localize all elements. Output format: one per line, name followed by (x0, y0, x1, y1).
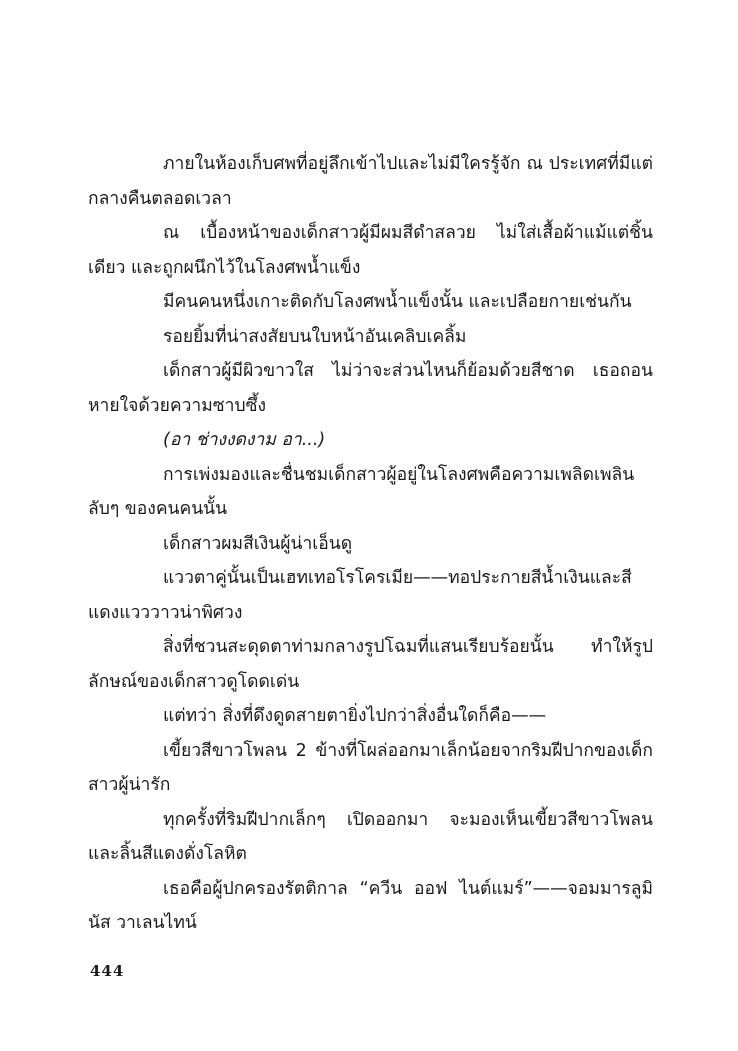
paragraph-1: ภายในห้องเก็บศพที่อยู่ลึกเข้าไปและไม่มีใครรู้จัก ณ ประเทศที่มีแต่กลางคืนตลอดเวลา (88, 154, 653, 209)
paragraph-4: รอยยิ้มที่น่าสงสัยบนใบหน้าอันเคลิบเคลิ้ม (163, 326, 467, 347)
paragraph-11: แต่ทว่า สิ่งที่ดึงดูดสายตายิ่งไปกว่าสิ่งอื่นใดก็คือ—— (163, 706, 547, 726)
paragraph-2: ณ เบื้องหน้าของเด็กสาวผู้มีผมสีดำสลวย ไม่ใส่เสื้อผ้าแม้แต่ชิ้นเดียว และถูกผนึกไว้ในโลงศพน้ำแข็ง (88, 223, 653, 278)
page-number: 444 (90, 962, 125, 980)
paragraph-12: เขี้ยวสีขาวโพลน 2 ข้างที่โผล่ออกมาเล็กน้อยจากริมฝีปากของเด็กสาวผู้น่ารัก (88, 740, 653, 795)
paragraph-13: ทุกครั้งที่ริมฝีปากเล็กๆ เปิดออกมา จะมองเห็นเขี้ยวสีขาวโพลนและลิ้นสีแดงดั่งโลหิต (88, 809, 653, 864)
paragraph-14: เธอคือผู้ปกครองรัตติกาล “ควีน ออฟ ไนต์แมร์”——จอมมารลูมินัส วาเลนไทน์ (88, 878, 653, 933)
paragraph-10: สิ่งที่ชวนสะดุดตาท่ามกลางรูปโฉมที่แสนเรียบร้อยนั้น ทำให้รูปลักษณ์ของเด็กสาวดูโดดเด่น (88, 637, 653, 692)
paragraph-3: มีคนคนหนึ่งเกาะติดกับโลงศพน้ำแข็งนั้น และเปลือยกายเช่นกัน (163, 292, 632, 312)
paragraph-8: เด็กสาวผมสีเงินผู้น่าเอ็นดู (163, 533, 353, 554)
paragraph-5: เด็กสาวผู้มีผิวขาวใส ไม่ว่าจะส่วนไหนก็ย้อมด้วยสีชาด เธอถอนหายใจด้วยความซาบซึ้ง (88, 361, 653, 416)
paragraph-6-thought: (อา ช่างงดงาม อา...) (163, 430, 326, 450)
paragraph-9: แววตาคู่นั้นเป็นเฮทเทอโรโครเมีย——ทอประกายสีน้ำเงินและสีแดงแวววาวน่าพิศวง (88, 568, 632, 623)
paragraph-7: การเพ่งมองและชื่นชมเด็กสาวผู้อยู่ในโลงศพคือความเพลิดเพลินลับๆ ของคนคนนั้น (88, 464, 635, 519)
page-body (88, 147, 653, 941)
